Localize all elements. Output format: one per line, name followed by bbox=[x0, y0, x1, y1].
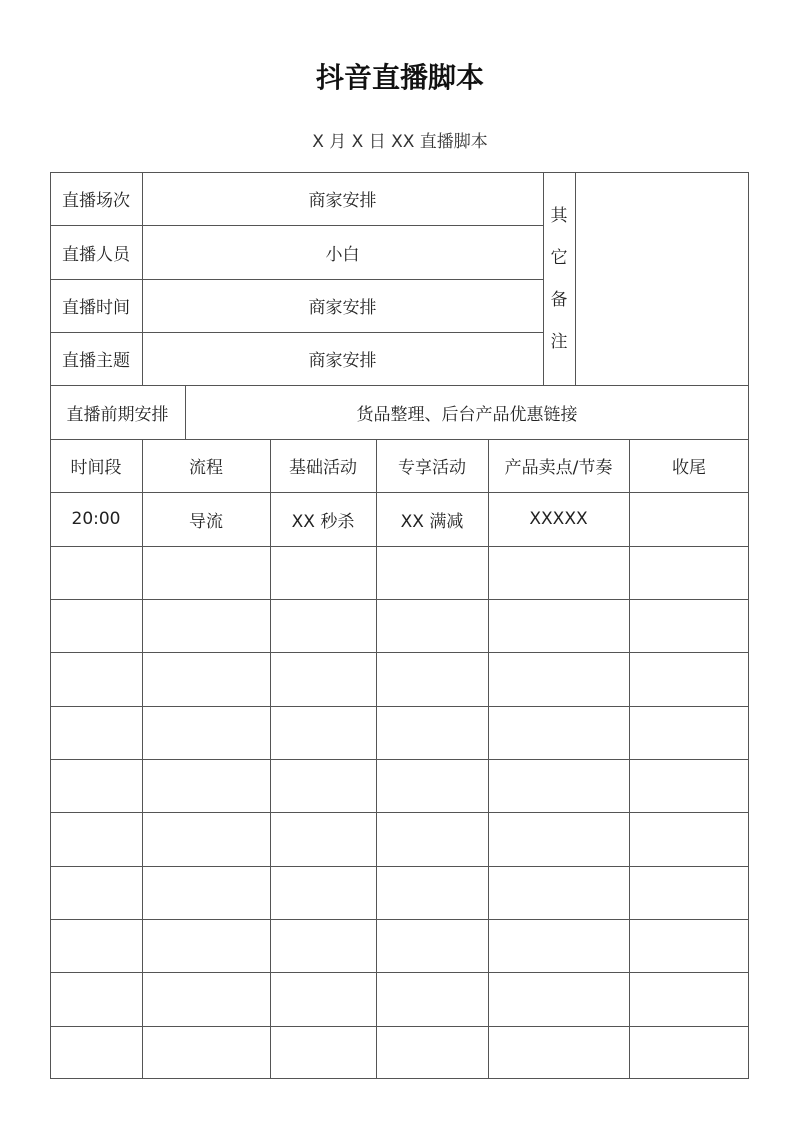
session-label: 直播场次 bbox=[62, 191, 130, 211]
theme-label: 直播主题 bbox=[62, 351, 130, 371]
header-selling-points: 产品卖点/节奏 bbox=[504, 458, 613, 478]
prep-label: 直播前期安排 bbox=[66, 404, 169, 425]
grid-line bbox=[50, 919, 749, 920]
grid-line bbox=[50, 652, 749, 653]
session-value: 商家安排 bbox=[308, 191, 377, 211]
cell-time-slot: 20:00 bbox=[71, 509, 121, 529]
host-label: 直播人员 bbox=[62, 244, 130, 265]
grid-line bbox=[50, 972, 749, 973]
header-closing: 收尾 bbox=[672, 458, 706, 478]
header-basic-activity: 基础活动 bbox=[289, 458, 357, 478]
grid-line bbox=[50, 439, 749, 440]
grid-line bbox=[50, 385, 749, 386]
grid-line bbox=[270, 439, 271, 1079]
script-table bbox=[50, 172, 749, 1079]
grid-line bbox=[50, 332, 543, 333]
grid-line bbox=[50, 866, 749, 867]
page-title: 抖音直播脚本 bbox=[315, 61, 484, 94]
time-label: 直播时间 bbox=[62, 298, 130, 318]
grid-line bbox=[142, 439, 143, 1079]
grid-line bbox=[50, 599, 749, 600]
time-value: 商家安排 bbox=[308, 298, 377, 318]
grid-line bbox=[142, 172, 143, 385]
grid-line bbox=[50, 759, 749, 760]
grid-line bbox=[50, 279, 543, 280]
cell-basic-activity: XX 秒杀 bbox=[291, 511, 355, 532]
prep-value: 货品整理、后台产品优惠链接 bbox=[356, 404, 578, 425]
grid-line bbox=[376, 439, 377, 1079]
grid-line bbox=[50, 812, 749, 813]
cell-process: 导流 bbox=[189, 511, 223, 532]
header-process: 流程 bbox=[189, 458, 223, 478]
grid-line bbox=[50, 1026, 749, 1027]
cell-exclusive-activity: XX 满减 bbox=[400, 511, 464, 532]
grid-line bbox=[575, 172, 576, 385]
header-time-slot: 时间段 bbox=[70, 458, 122, 478]
theme-value: 商家安排 bbox=[308, 351, 377, 371]
grid-line bbox=[50, 225, 543, 226]
notes-label-char: 它 bbox=[550, 247, 568, 268]
table-border bbox=[50, 172, 749, 1079]
grid-line bbox=[50, 546, 749, 547]
grid-line bbox=[185, 385, 186, 439]
cell-selling-points: XXXXX bbox=[529, 509, 588, 529]
notes-label-char: 其 bbox=[550, 205, 568, 226]
notes-label-char: 注 bbox=[550, 331, 568, 352]
grid-line bbox=[488, 439, 489, 1079]
host-value: 小白 bbox=[325, 244, 360, 265]
grid-line bbox=[50, 492, 749, 493]
notes-label-char: 备 bbox=[550, 289, 568, 310]
grid-line bbox=[50, 706, 749, 707]
header-exclusive-activity: 专享活动 bbox=[398, 458, 466, 478]
grid-line bbox=[629, 439, 630, 1079]
grid-line bbox=[543, 172, 544, 385]
page-subtitle: X 月 X 日 XX 直播脚本 bbox=[312, 132, 488, 152]
